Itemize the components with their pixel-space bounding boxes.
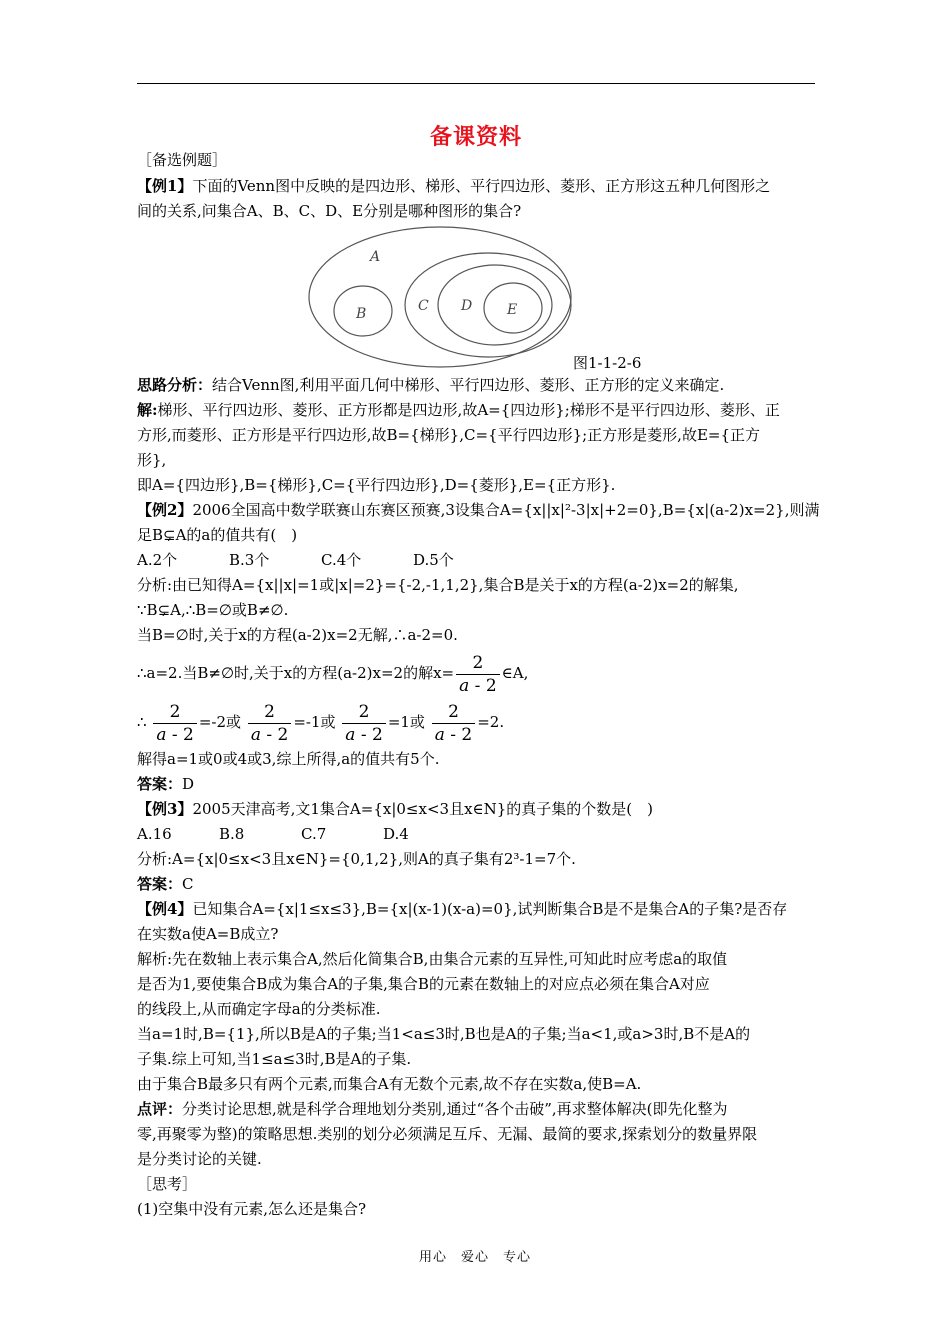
- ex3-head: 【例3】: [137, 800, 193, 818]
- ex2-line2: 足B⊊A的a的值共有( ): [137, 526, 298, 544]
- frac-rest: - 2: [166, 724, 194, 745]
- ex2-a5: [137, 699, 815, 746]
- ex2-a5-v2: =-1或: [293, 713, 336, 731]
- frac-num: 2: [358, 701, 370, 722]
- venn-label-e: E: [507, 302, 518, 318]
- ex3-option-c: C.7: [301, 825, 327, 843]
- fraction: [248, 701, 292, 746]
- think-head: 思路分析：: [137, 376, 213, 394]
- fraction: [342, 701, 386, 746]
- frac-den: [456, 674, 500, 697]
- ans-head: 答案：: [137, 775, 183, 793]
- think-text: 结合Venn图,利用平面几何中梯形、平行四边形、菱形、正方形的定义来确定.: [212, 376, 725, 394]
- ex1-text1: 下面的Venn图中反映的是四边形、梯形、平行四边形、菱形、正方形这五种几何图形之: [192, 177, 771, 195]
- sol-text1: 梯形、平行四边形、菱形、正方形都是四边形,故A={四边形};梯形不是平行四边形、菱形、正: [157, 401, 780, 419]
- ex4-comment1: [137, 1098, 815, 1120]
- ex2-options: [137, 549, 815, 571]
- ex2-head: 【例2】: [137, 501, 193, 519]
- question-1: (1)空集中没有元素,怎么还是集合?: [137, 1200, 367, 1218]
- ans-value: D: [182, 775, 195, 793]
- ex4-text1: 已知集合A={x|1≤x≤3},B={x|(x-1)(x-a)=0},试判断集合B是不是集合A的子集?是否存: [192, 900, 788, 918]
- frac-den: [342, 723, 386, 746]
- header-rule: [137, 83, 815, 84]
- ex2-option-b: B.3个: [229, 551, 270, 569]
- ex1-line1: [137, 175, 815, 197]
- ex3-a1: 分析:A={x|0≤x<3且x∈N}={0,1,2},则A的真子集有2³-1=7个.: [137, 850, 576, 868]
- ex3-answer: [137, 873, 815, 895]
- venn-set-c: [405, 253, 571, 357]
- ex1-sol3: 形},: [137, 451, 167, 469]
- ex2-text1: 2006全国高中数学联赛山东赛区预赛,3设集合A={x||x|²-3|x|+2=0},B={x|(a-2)x=2},则满: [192, 501, 820, 519]
- ex2-a6: 解得a=1或0或4或3,综上所得,a的值共有5个.: [137, 750, 440, 768]
- ans-head: 答案：: [137, 875, 183, 893]
- ex2-a4-post: ∈A,: [501, 664, 529, 682]
- ex2-option-c: C.4个: [321, 551, 362, 569]
- ex2-option-d: D.5个: [413, 551, 454, 569]
- figure-caption: 图1-1-2-6: [573, 354, 642, 372]
- ex1-head: 【例1】: [137, 177, 193, 195]
- frac-num: 2: [169, 701, 181, 722]
- frac-rest: - 2: [260, 724, 289, 745]
- frac-den: [248, 723, 292, 746]
- ex1-line2: 间的关系,问集合A、B、C、D、E分别是哪种图形的集合?: [137, 202, 522, 220]
- ex4-head: 【例4】: [137, 900, 193, 918]
- ex2-a3: 当B=∅时,关于x的方程(a-2)x=2无解,∴a-2=0.: [137, 626, 458, 644]
- frac-var: a: [345, 724, 356, 745]
- comment-text1: 分类讨论思想,就是科学合理地划分类别,通过“各个击破”,再求整体解决(即先化整为: [182, 1100, 728, 1118]
- frac-rest: - 2: [469, 675, 497, 696]
- frac-num: 2: [472, 652, 484, 673]
- frac-num: 2: [264, 701, 275, 722]
- venn-diagram: [308, 225, 573, 370]
- ex2-a5-v1: =-2或: [198, 713, 242, 731]
- ex3-option-d: D.4: [383, 825, 409, 843]
- ex4-a2: 是否为1,要使集合B成为集合A的子集,集合B的元素在数轴上的对应点必须在集合A对应: [137, 975, 710, 993]
- ex4-a6: 由于集合B最多只有两个元素,而集合A有无数个元素,故不存在实数a,使B=A.: [137, 1075, 642, 1093]
- ex3-option-b: B.8: [219, 825, 245, 843]
- section-label: ［备选例题］: [137, 151, 228, 169]
- ex4-comment3: 是分类讨论的关键.: [137, 1150, 262, 1168]
- ex4-line2: 在实数a使A=B成立?: [137, 925, 279, 943]
- sol-head: 解:: [137, 401, 158, 419]
- ex2-a4: [137, 650, 815, 697]
- comment-head: 点评：: [137, 1100, 183, 1118]
- ex4-comment2: 零,再聚零为整)的策略思想.类别的划分必须满足互斥、无漏、最简的要求,探索划分的数量界限: [137, 1125, 758, 1143]
- page-footer: 用心 爱心 专心: [418, 1250, 531, 1265]
- frac-var: a: [156, 724, 167, 745]
- venn-label-b: B: [356, 306, 367, 322]
- ex4-a4: 当a=1时,B={1},所以B是A的子集;当1<a≤3时,B也是A的子集;当a<1,或a>3时,B不是A的: [137, 1025, 751, 1043]
- ex4-a3: 的线段上,从而确定字母a的分类标准.: [137, 1000, 381, 1018]
- venn-label-c: C: [418, 298, 429, 314]
- ex3-text1: 2005天津高考,文1集合A={x|0≤x<3且x∈N}的真子集的个数是( ): [192, 800, 654, 818]
- ans-value: C: [182, 875, 194, 893]
- ex1-sol1: [137, 399, 815, 421]
- frac-rest: - 2: [355, 724, 383, 745]
- fraction: [456, 652, 500, 697]
- frac-var: a: [434, 724, 445, 745]
- ex2-a5-v3: =1或: [387, 713, 425, 731]
- ex4-line1: [137, 898, 815, 920]
- think-label: ［思考］: [137, 1175, 198, 1193]
- frac-var: a: [250, 724, 261, 745]
- venn-label-d: D: [461, 298, 473, 314]
- frac-var: a: [459, 675, 470, 696]
- ex1-sol4: 即A={四边形},B={梯形},C={平行四边形},D={菱形},E={正方形}.: [137, 476, 616, 494]
- ex1-think: [137, 374, 815, 396]
- ex2-option-a: A.2个: [137, 551, 178, 569]
- ex2-answer: [137, 773, 815, 795]
- fraction: [432, 701, 476, 746]
- ex2-a5-v4: =2.: [477, 713, 505, 731]
- ex2-a5-pre: ∴: [137, 713, 147, 731]
- venn-set-d: [438, 265, 552, 345]
- ex4-a1: 解析:先在数轴上表示集合A,然后化简集合B,由集合元素的互异性,可知此时应考虑a的取值: [137, 950, 728, 968]
- venn-label-a: A: [370, 249, 381, 265]
- ex3-options: [137, 823, 815, 845]
- ex4-a5: 子集.综上可知,当1≤a≤3时,B是A的子集.: [137, 1050, 412, 1068]
- ex3-option-a: A.16: [137, 825, 172, 843]
- frac-den: [432, 723, 476, 746]
- ex2-a2: ∵B⊊A,∴B=∅或B≠∅.: [137, 601, 289, 619]
- frac-rest: - 2: [444, 724, 473, 745]
- venn-set-a: [309, 227, 571, 367]
- ex3-line1: [137, 798, 815, 820]
- fraction: [153, 701, 197, 746]
- frac-num: 2: [448, 701, 459, 722]
- page-title: 备课资料: [429, 124, 522, 150]
- frac-den: [153, 723, 197, 746]
- ex1-sol2: 方形,而菱形、正方形是平行四边形,故B={梯形},C={平行四边形};正方形是菱形,故E={正方: [137, 426, 761, 444]
- ex2-a1: 分析:由已知得A={x||x|=1或|x|=2}={-2,-1,1,2},集合B是关于x的方程(a-2)x=2的解集,: [137, 576, 739, 594]
- ex2-a4-pre: ∴a=2.当B≠∅时,关于x的方程(a-2)x=2的解x=: [137, 664, 455, 682]
- ex2-line1: [137, 499, 820, 521]
